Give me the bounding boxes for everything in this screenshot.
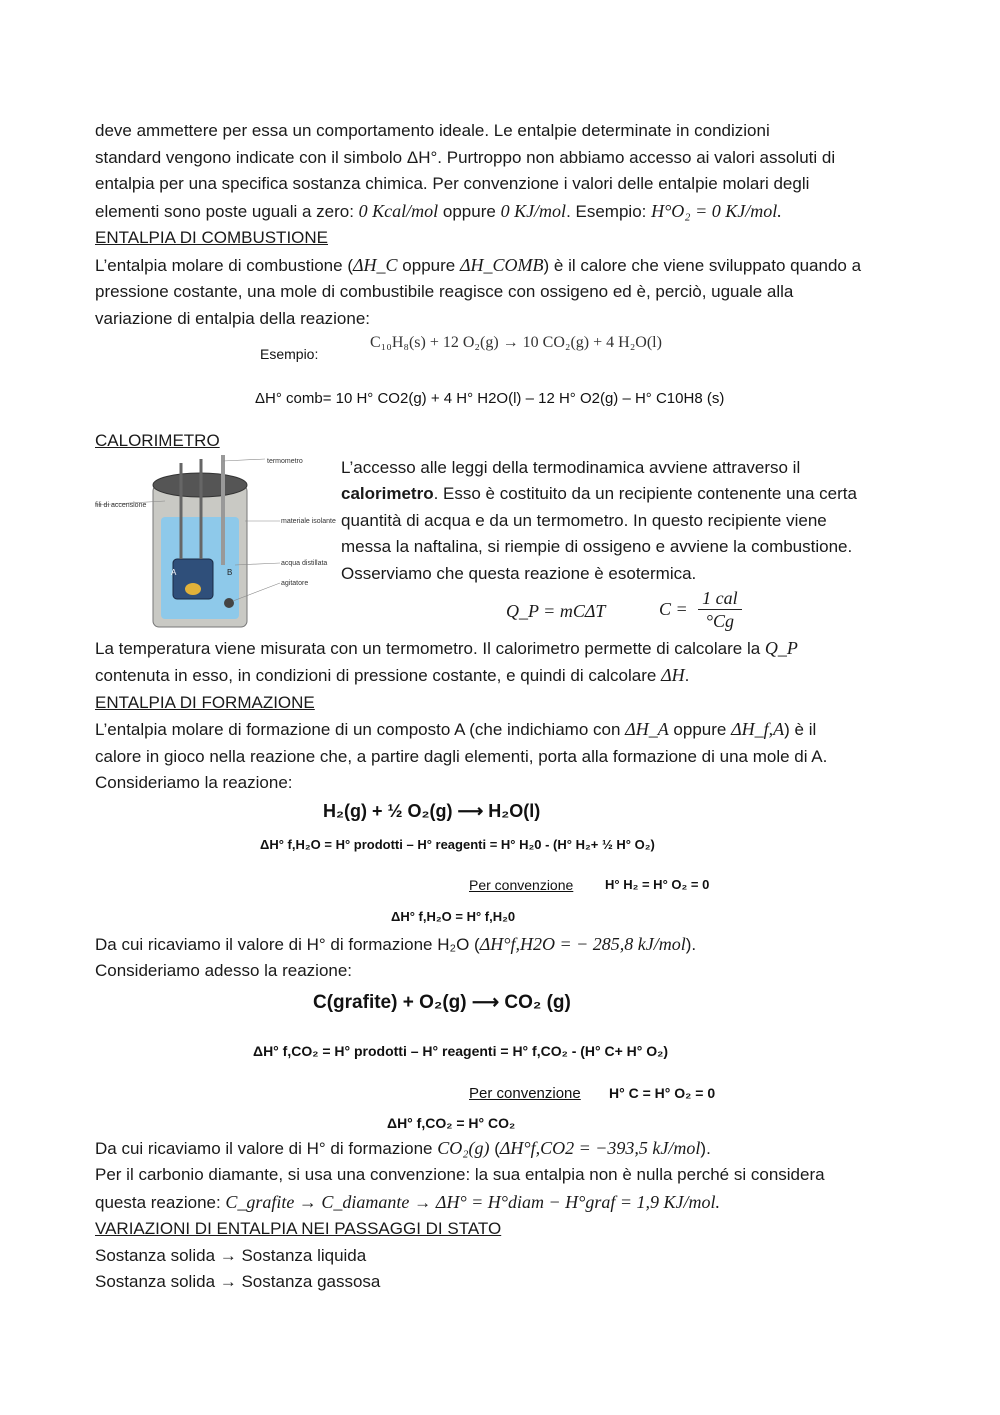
formazione-line-3: Consideriamo la reazione:	[95, 773, 293, 792]
water-convention: H° H₂ = H° O₂ = 0	[605, 876, 710, 892]
qp-formula: Q_P = mCΔT	[506, 601, 606, 621]
formazione-line-4: Consideriamo adesso la reazione:	[95, 961, 353, 980]
label-acqua: acqua distillata	[281, 559, 328, 567]
co2-formation-block	[95, 985, 907, 1135]
passaggi-line-2: Sostanza solida → Sostanza gassosa	[95, 1272, 381, 1291]
co2-value-line: Da cui ricaviamo il valore di H° di formazione CO₂(g) (ΔH°f,CO2 = −393,5 kJ/mol).	[95, 1137, 711, 1158]
intro-line-4: elementi sono poste uguali a zero: 0 Kcal/mol oppure 0 KJ/mol. Esempio: H°O₂ = 0 KJ/mol.	[95, 200, 782, 221]
combustion-reaction: C₁₀H₈(s) + 12 O₂(g) → 10 CO₂(g) + 4 H₂O(l)	[370, 334, 662, 351]
label-agitatore: agitatore	[281, 579, 309, 587]
combustione-line-1: L’entalpia molare di combustione (ΔH_C oppure ΔH_COMB) è il calore che viene sviluppato quando a	[95, 254, 862, 275]
heading-formazione: ENTALPIA DI FORMAZIONE	[95, 692, 315, 712]
diamond-line-2: questa reazione: C_grafite → C_diamante → ΔH° = H°diam − H°graf = 1,9 KJ/mol.	[95, 1191, 720, 1212]
co2-result: ΔH° f,CO₂ = H° CO₂	[387, 1114, 516, 1131]
combustion-delta-h: ΔH° comb= 10 H° CO2(g) + 4 H° H2O(l) – 12 H° O2(g) – H° C10H8 (s)	[255, 390, 725, 407]
passaggi-line-1: Sostanza solida → Sostanza liquida	[95, 1245, 367, 1265]
diamond-line-1: Per il carbonio diamante, si usa una convenzione: la sua entalpia non è nulla perché si considera	[95, 1165, 825, 1184]
label-isolante: materiale isolante	[281, 517, 336, 525]
heading-calorimetro: CALORIMETRO	[95, 431, 220, 450]
example-label: Esempio:	[260, 346, 319, 362]
formazione-line-2: calore in gioco nella reazione che, a partire dagli elementi, porta alla formazione di una mole di A.	[95, 746, 828, 766]
calorimeter-diagram	[95, 455, 336, 635]
calorimeter-text: L’accesso alle leggi della termodinamica avviene attraverso il calorimetro. Esso è costituito da un recipiente contenente una certa quantità di acqua e da un termometro. In questo recipiente viene messa la naftalina, si riempie di ossigeno e avviene la combustione. Osserviamo che questa reazione è esotermica. Q_P = mCΔT C = $\frac{\text{1 cal}}{^\circ Cg}$	[341, 455, 911, 636]
document-page	[95, 118, 907, 1296]
bomb-flame	[185, 583, 201, 595]
heading-combustione: ENTALPIA DI COMBUSTIONE	[95, 228, 329, 247]
label-a: A	[171, 567, 177, 577]
label-fili: fili di accensione	[95, 501, 147, 509]
combustion-example	[95, 332, 907, 428]
stirrer	[224, 598, 234, 608]
water-reaction: H₂(g) + ½ O₂(g) ⟶ H₂O(l)	[323, 800, 541, 821]
intro-line-2: standard vengono indicate con il simbolo ΔH°. Purtroppo non abbiamo accesso ai valori assoluti di	[95, 147, 836, 167]
convention-label-2: Per convenzione	[469, 1084, 581, 1102]
heading-passaggi: VARIAZIONI DI ENTALPIA NEI PASSAGGI DI STATO	[95, 1219, 502, 1238]
calorimetro-after-2: contenuta in esso, in condizioni di pressione costante, e quindi di calcolare ΔH.	[95, 665, 690, 685]
combustione-line-3: variazione di entalpia della reazione:	[95, 308, 371, 328]
formazione-line-1: L’entalpia molare di formazione di un composto A (che indichiamo con ΔH_A oppure ΔH_f,A) è il	[95, 719, 817, 739]
combustione-line-2: pressione costante, una mole di combustibile reagisce con ossigeno ed è, perciò, uguale alla	[95, 282, 794, 301]
label-b: B	[227, 567, 233, 577]
c-formula: C = $\frac{\text{1 cal}}{^\circ Cg}$	[659, 587, 742, 632]
water-value-line: Da cui ricaviamo il valore di H° di formazione H₂O (ΔH°f,H2O = − 285,8 kJ/mol).	[95, 933, 697, 954]
co2-delta-h: ΔH° f,CO₂ = H° prodotti – H° reagenti = H° f,CO₂ - (H° C+ H° O₂)	[253, 1042, 669, 1059]
calorimeter-formulas	[341, 587, 911, 635]
water-formation-block	[95, 797, 907, 931]
co2-reaction: C(grafite) + O₂(g) ⟶ CO₂ (g)	[313, 991, 571, 1013]
intro-line-3: entalpia per una specifica sostanza chimica. Per convenzione i valori delle entalpie molari degli	[95, 174, 810, 193]
calorimeter-section	[95, 455, 907, 635]
co2-convention: H° C = H° O₂ = 0	[609, 1084, 716, 1101]
calorimetro-after-1: La temperatura viene misurata con un termometro. Il calorimetro permette di calcolare la Q_P	[95, 637, 798, 658]
water-result: ΔH° f,H₂O = H° f,H₂0	[391, 908, 516, 924]
label-termometro: termometro	[267, 457, 303, 465]
convention-label-1: Per convenzione	[469, 876, 574, 893]
water-delta-h: ΔH° f,H₂O = H° prodotti – H° reagenti = H° H₂0 - (H° H₂+ ½ H° O₂)	[260, 836, 655, 852]
intro-line-1: deve ammettere per essa un comportamento ideale. Le entalpie determinate in condizioni	[95, 121, 770, 140]
